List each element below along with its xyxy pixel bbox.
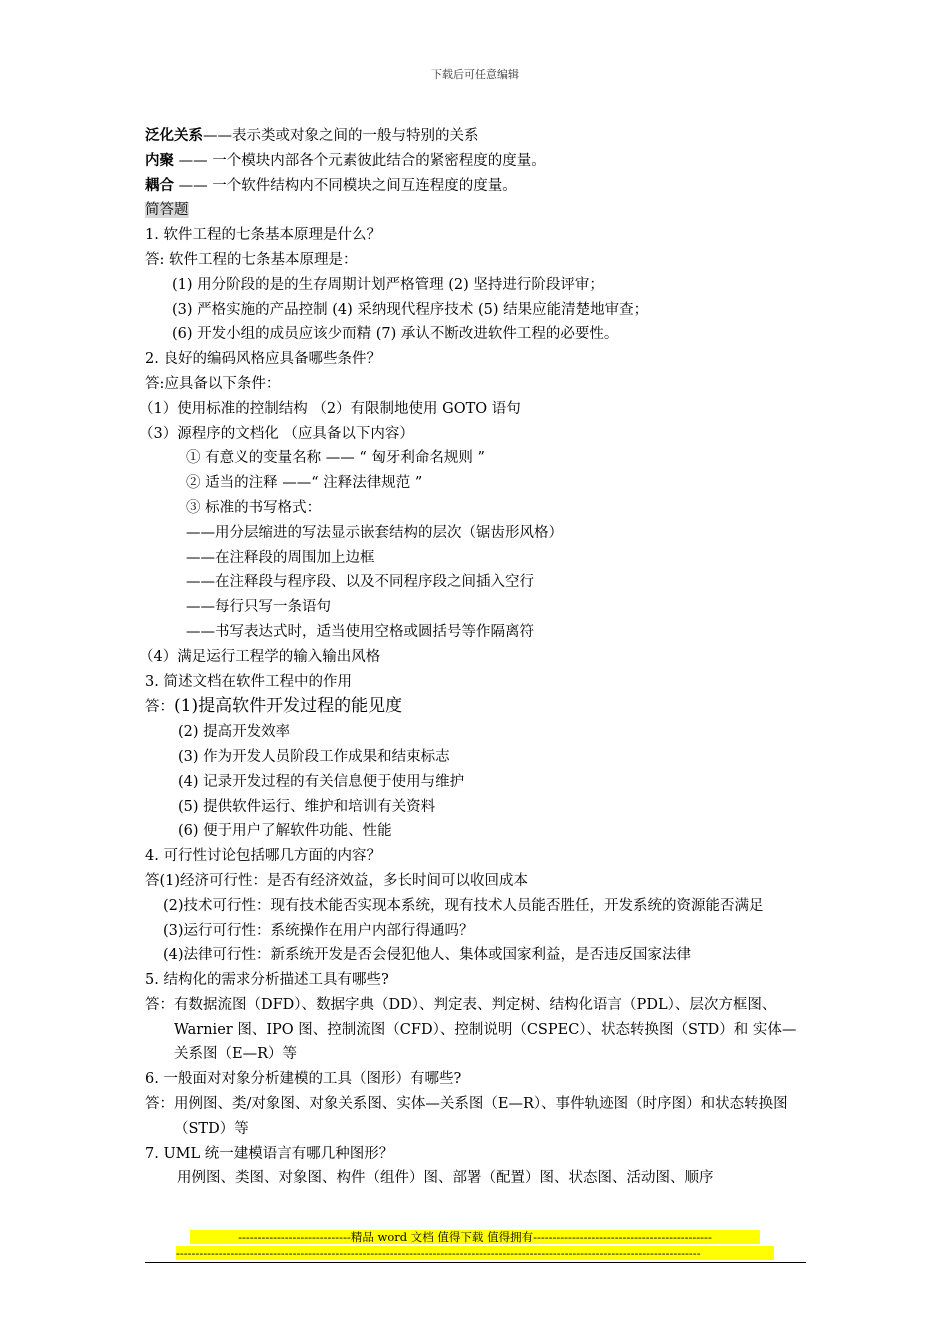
question-1: 1. 软件工程的七条基本原理是什么？ <box>145 227 381 244</box>
definition-text: —— 一个软件结构内不同模块之间互连程度的度量。 <box>174 177 517 194</box>
question-2: 2. 良好的编码风格应具备哪些条件？ <box>145 351 381 368</box>
section-title: 简答题 <box>145 202 189 219</box>
document-body <box>139 124 810 1191</box>
footer-dashes: --------------------------------------------------------------------------------------------------------------------------------------- <box>176 1246 774 1260</box>
question-3: 3. 简述文档在软件工程中的作用 <box>145 673 352 690</box>
feasibility-text: 现有技术能否实现本系统，现有技术人员能否胜任，开发系统的资源能否满足 <box>270 897 764 914</box>
answer-2-subitem: ——每行只写一条语句 <box>186 599 331 616</box>
answer-2-subitem: ——书写表达式时，适当使用空格或圆括号等作隔离符 <box>186 623 534 640</box>
answer-3 <box>145 694 810 720</box>
answer-label: 答： <box>145 699 174 716</box>
answer-5 <box>145 993 810 1067</box>
answer-3-item: (4) 记录开发过程的有关信息便于使用与维护 <box>178 773 465 790</box>
definition-generalization <box>145 124 810 149</box>
answer-2-subitem: ③ 标准的书写格式： <box>186 499 322 516</box>
answer-3-item: (3) 作为开发人员阶段工作成果和结束标志 <box>178 748 450 765</box>
answer-6-text: 用例图、类/对象图、对象关系图、实体—关系图（E—R）、事件轨迹图（时序图）和状态转换图（STD）等 <box>174 1096 788 1137</box>
answer-3-first: (1)提高软件开发过程的能见度 <box>174 696 403 717</box>
definition-text: ——表示类或对象之间的一般与特别的关系 <box>203 128 479 144</box>
answer-3-item: (6) 便于用户了解软件功能、性能 <box>178 823 392 840</box>
answer-3-item: (5) 提供软件运行、维护和培训有关资料 <box>178 798 436 815</box>
feasibility-label: (3)运行可行性： <box>163 922 271 939</box>
answer-2-item: （4）满足运行工程学的输入输出风格 <box>139 648 381 665</box>
answer-2-subitem: ——用分层缩进的写法显示嵌套结构的层次（锯齿形风格） <box>186 524 563 541</box>
feasibility-text: 系统操作在用户内部行得通吗？ <box>270 922 474 939</box>
answer-label: 答： <box>145 996 174 1013</box>
answer-2-subitem: ① 有意义的变量名称 —— “ 匈牙利命名规则 ” <box>186 450 485 467</box>
definition-term: 耦合 <box>145 176 174 194</box>
page-header: 下载后可任意编辑 <box>431 68 519 81</box>
answer-2-subitem: ② 适当的注释 ——“ 注释法律规范 ” <box>186 475 423 492</box>
definition-coupling <box>145 174 810 199</box>
question-5: 5. 结构化的需求分析描述工具有哪些? <box>145 972 389 989</box>
answer-4-item <box>145 869 810 894</box>
answer-5-text: 有数据流图（DFD）、数据字典（DD）、判定表、判定树、结构化语言（PDL）、层次方框图、Warnier 图、IPO 图、控制流图（CFD）、控制说明（CSPEC）、状态转换图（STD）和 实体—关系图（E—R）等 <box>174 996 797 1063</box>
answer-4-item <box>145 894 810 919</box>
footer-banner: -----------------------------精品 word 文档 值得下载 值得拥有---------------------------------------------- <box>190 1230 760 1244</box>
answer-1: 答: 软件工程的七条基本原理是： <box>145 251 358 268</box>
definition-cohesion <box>145 149 810 174</box>
definition-term: 内聚 <box>145 151 174 169</box>
answer-label: 答： <box>145 1096 174 1113</box>
answer-1-item: (3) 严格实施的产品控制 (4) 采纳现代程序技术 (5) 结果应能清楚地审查； <box>172 301 649 318</box>
answer-6 <box>145 1092 810 1142</box>
answer-2-item: （1）使用标准的控制结构 （2）有限制地使用 GOTO 语句 <box>139 400 521 417</box>
answer-2-item: （3）源程序的文档化 （应具备以下内容） <box>139 425 414 442</box>
feasibility-label: 答(1)经济可行性： <box>145 872 268 889</box>
definition-text: —— 一个模块内部各个元素彼此结合的紧密程度的度量。 <box>174 152 546 169</box>
question-4: 4. 可行性讨论包括哪几方面的内容？ <box>145 848 381 865</box>
feasibility-label: (4)法律可行性： <box>163 947 271 964</box>
footer-rule <box>145 1262 806 1263</box>
answer-2: 答:应具备以下条件： <box>145 375 281 392</box>
feasibility-text: 新系统开发是否会侵犯他人、集体或国家利益，是否违反国家法律 <box>270 947 692 964</box>
answer-1-item: (1) 用分阶段的是的生存周期计划严格管理 (2) 坚持进行阶段评审； <box>172 276 604 293</box>
feasibility-label: (2)技术可行性： <box>163 897 271 914</box>
answer-2-subitem: ——在注释段与程序段、以及不同程序段之间插入空行 <box>186 574 534 591</box>
answer-4-item <box>145 943 810 968</box>
answer-1-item: (6) 开发小组的成员应该少而精 (7) 承认不断改进软件工程的必要性。 <box>172 326 619 343</box>
question-7: 7. UML 统一建模语言有哪几种图形？ <box>145 1145 394 1162</box>
feasibility-text: 是否有经济效益，多长时间可以收回成本 <box>267 872 529 889</box>
answer-3-item: (2) 提高开发效率 <box>178 724 291 741</box>
definition-term: 泛化关系 <box>145 127 203 144</box>
question-6: 6. 一般面对对象分析建模的工具（图形）有哪些? <box>145 1071 462 1088</box>
answer-2-subitem: ——在注释段的周围加上边框 <box>186 549 375 566</box>
answer-4-item <box>145 919 810 944</box>
section-heading <box>145 198 810 223</box>
answer-7: 用例图、类图、对象图、构件（组件）图、部署（配置）图、状态图、活动图、顺序 <box>177 1170 714 1187</box>
